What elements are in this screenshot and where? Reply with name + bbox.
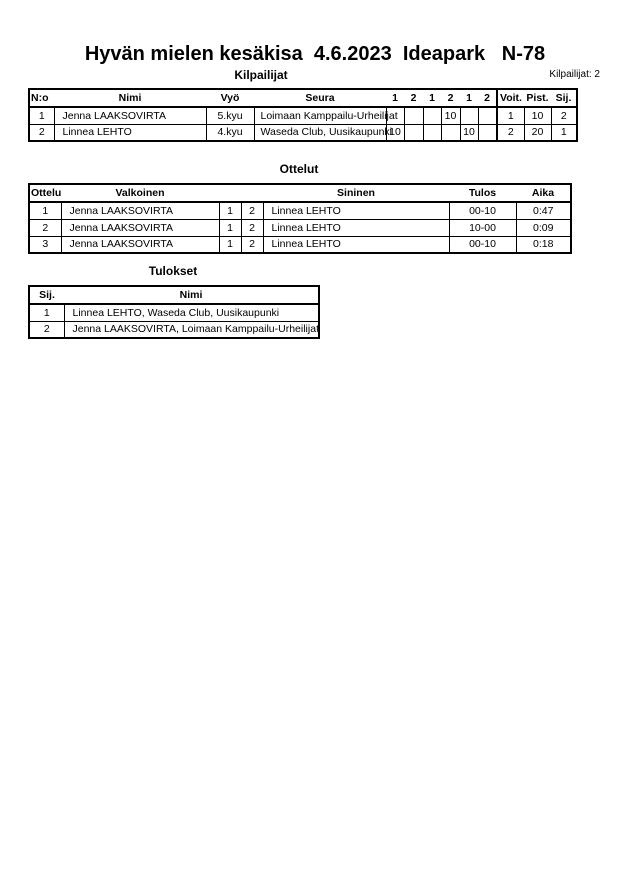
col-header-nimi: Nimi [64,286,319,304]
table-row [29,304,319,321]
cell-match-no: 2 [29,219,61,236]
cell-result: 10-00 [449,219,516,236]
table-row [29,236,571,253]
cell-vyo: 5.kyu [206,107,254,124]
cell-score [478,124,497,141]
cell-pist: 20 [524,124,551,141]
cell-voit: 2 [497,124,524,141]
col-header-score-4: 2 [441,89,460,107]
col-header-score-5: 1 [460,89,478,107]
cell-nimi: Linnea LEHTO [54,124,206,141]
col-header-voit: Voit. [497,89,524,107]
cell-score [423,124,441,141]
cell-match-no: 1 [29,202,61,219]
cell-score: 10 [386,124,404,141]
col-header-score-6: 2 [478,89,497,107]
cell-name-club: Linnea LEHTO, Waseda Club, Uusikaupunki [64,304,319,321]
cell-voit: 1 [497,107,524,124]
cell-score [441,124,460,141]
col-header-nimi: Nimi [54,89,206,107]
col-header-valkoinen: Valkoinen [61,184,219,202]
cell-result: 00-10 [449,202,516,219]
cell-blue-no: 2 [241,236,263,253]
cell-nimi: Jenna LAAKSOVIRTA [54,107,206,124]
table-row [29,202,571,219]
cell-score: 10 [460,124,478,141]
col-header-no: N:o [29,89,54,107]
cell-score [404,124,423,141]
col-header-aika: Aika [516,184,571,202]
col-header-white-no [219,184,241,202]
col-header-score-1: 1 [386,89,404,107]
cell-placement: 1 [29,304,64,321]
cell-white-name: Jenna LAAKSOVIRTA [61,219,219,236]
cell-white-no: 1 [219,202,241,219]
section-title-tulokset: Tulokset [148,264,198,278]
tulokset-table [28,285,320,339]
col-header-sij: Sij. [551,89,577,107]
cell-time: 0:09 [516,219,571,236]
table-row [29,124,577,141]
col-header-seura: Seura [254,89,386,107]
col-header-score-2: 2 [404,89,423,107]
cell-blue-name: Linnea LEHTO [263,219,449,236]
table-row [29,107,577,124]
cell-blue-name: Linnea LEHTO [263,202,449,219]
cell-placement: 2 [29,321,64,338]
ottelut-table [28,183,572,254]
cell-blue-no: 2 [241,202,263,219]
cell-score: 10 [441,107,460,124]
col-header-ottelu: Ottelu [29,184,61,202]
cell-match-no: 3 [29,236,61,253]
cell-white-name: Jenna LAAKSOVIRTA [61,202,219,219]
ottelut-header-row [29,184,571,202]
kilpailijat-header-row [29,89,577,107]
cell-name-club: Jenna LAAKSOVIRTA, Loimaan Kamppailu-Urheilijat [64,321,319,338]
section-title-kilpailijat: Kilpailijat [234,68,288,82]
table-row [29,321,319,338]
table-row [29,219,571,236]
tulokset-header-row [29,286,319,304]
col-header-sij: Sij. [29,286,64,304]
cell-white-name: Jenna LAAKSOVIRTA [61,236,219,253]
cell-sij: 1 [551,124,577,141]
competitors-count: Kilpailijat: 2 [549,69,600,80]
col-header-vyo: Vyö [206,89,254,107]
col-header-sininen: Sininen [263,184,449,202]
cell-sij: 2 [551,107,577,124]
col-header-pist: Pist. [524,89,551,107]
col-header-tulos: Tulos [449,184,516,202]
col-header-score-3: 1 [423,89,441,107]
cell-score [478,107,497,124]
page-title: Hyvän mielen kesäkisa 4.6.2023 Ideapark N-78 [84,43,546,65]
cell-seura: Waseda Club, Uusikaupunki [254,124,386,141]
cell-result: 00-10 [449,236,516,253]
kilpailijat-table [28,88,578,142]
cell-score [423,107,441,124]
cell-score [460,107,478,124]
cell-time: 0:47 [516,202,571,219]
col-header-blue-no [241,184,263,202]
cell-no: 1 [29,107,54,124]
cell-blue-no: 2 [241,219,263,236]
cell-score [404,107,423,124]
cell-blue-name: Linnea LEHTO [263,236,449,253]
section-title-ottelut: Ottelut [279,162,319,176]
cell-vyo: 4.kyu [206,124,254,141]
cell-white-no: 1 [219,219,241,236]
cell-pist: 10 [524,107,551,124]
cell-white-no: 1 [219,236,241,253]
cell-seura: Loimaan Kamppailu-Urheilijat [254,107,386,124]
cell-no: 2 [29,124,54,141]
cell-time: 0:18 [516,236,571,253]
